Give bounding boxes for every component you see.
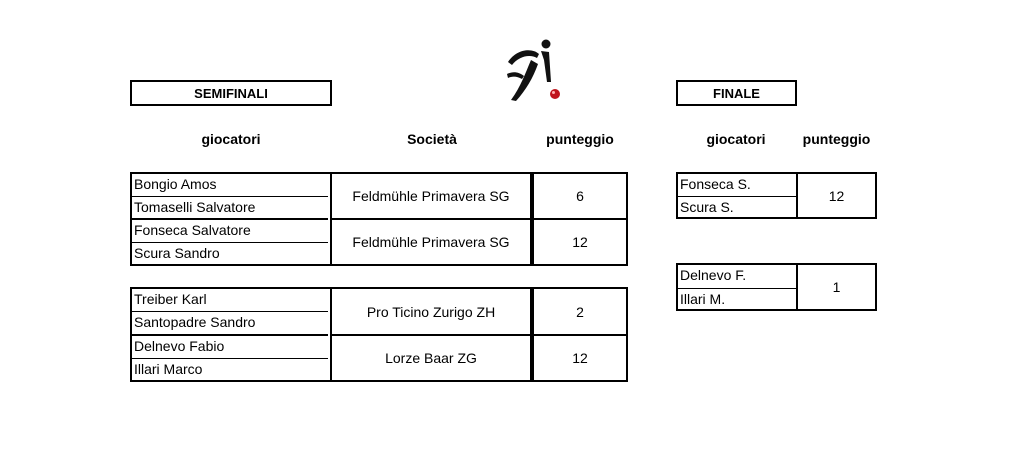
player-name: Santopadre Sandro [132,312,328,336]
semi-header-players: giocatori [201,131,261,147]
semifinali-title: SEMIFINALI [130,80,332,106]
player-name: Delnevo Fabio [132,336,328,359]
player-name: Tomaselli Salvatore [132,197,328,220]
players-column [130,287,332,382]
finale-match-2 [676,263,877,311]
score-cell: 2 [532,287,628,336]
finale-header-score: punteggio [802,131,871,147]
semi-group-2 [130,287,628,382]
score-cell: 12 [532,218,628,266]
player-name: Scura Sandro [134,245,220,261]
semi-header-score: punteggio [546,131,614,147]
score-cell: 12 [796,172,877,219]
players-column [676,172,798,219]
players-column [676,263,798,311]
bocce-logo [503,38,567,104]
score-cell: 6 [532,172,628,220]
club-cell: Lorze Baar ZG [330,334,532,382]
players-column [130,172,332,266]
finale-title: FINALE [676,80,797,106]
player-name: Scura S. [680,199,734,215]
bocce-player-icon [503,38,567,104]
club-cell: Feldmühle Primavera SG [330,172,532,220]
player-name: Fonseca S. [678,174,796,197]
score-cell: 1 [796,263,877,311]
player-name: Treiber Karl [132,289,328,312]
player-name: Fonseca Salvatore [132,220,328,243]
semi-group-1 [130,172,628,266]
score-cell: 12 [532,334,628,382]
finale-header-players: giocatori [706,131,766,147]
semi-header-club: Società [407,131,457,147]
player-name: Bongio Amos [132,174,328,197]
club-cell: Feldmühle Primavera SG [330,218,532,266]
finale-match-1 [676,172,877,219]
player-name: Delnevo F. [678,265,796,289]
player-name: Illari Marco [134,361,203,377]
club-cell: Pro Ticino Zurigo ZH [330,287,532,336]
player-name: Illari M. [680,291,726,307]
